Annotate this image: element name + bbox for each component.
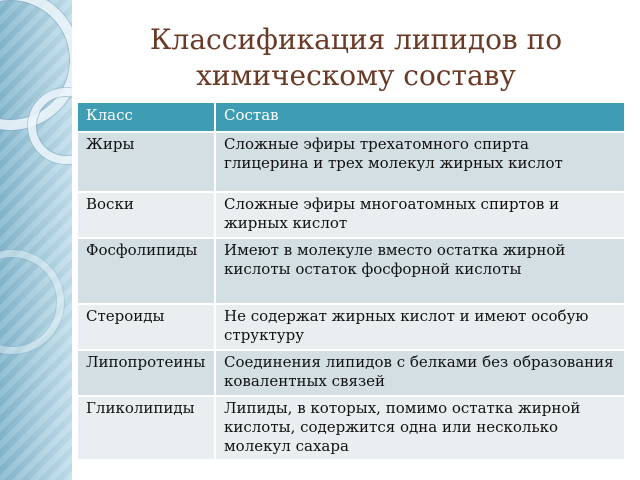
- header-class: Класс: [77, 102, 215, 132]
- class-cell: Фосфолипиды: [77, 238, 215, 304]
- composition-cell: Имеют в молекуле вместо остатка жирной кислоты остаток фосфорной кислоты: [215, 238, 625, 304]
- table-row: [77, 350, 625, 396]
- table-row: [77, 238, 625, 304]
- composition-cell: Сложные эфиры трехатомного спирта глицерина и трех молекул жирных кислот: [215, 132, 625, 192]
- lipid-classification-table: [76, 101, 626, 461]
- table-row: [77, 304, 625, 350]
- table-header-row: [77, 102, 625, 132]
- slide-title: Классификация липидов по химическому составу: [149, 23, 563, 92]
- class-cell: Гликолипиды: [77, 396, 215, 460]
- table-row: [77, 132, 625, 192]
- class-cell: Воски: [77, 192, 215, 238]
- composition-cell: Не содержат жирных кислот и имеют особую структуру: [215, 304, 625, 350]
- class-cell: Липопротеины: [77, 350, 215, 396]
- decorative-side-band: [0, 0, 72, 480]
- table-row: [77, 396, 625, 460]
- class-cell: Жиры: [77, 132, 215, 192]
- header-composition: Состав: [215, 102, 625, 132]
- composition-cell: Соединения липидов с белками без образования ковалентных связей: [215, 350, 625, 396]
- table-row: [77, 192, 625, 238]
- composition-cell: Липиды, в которых, помимо остатка жирной кислоты, содержится одна или несколько молекул сахара: [215, 396, 625, 460]
- class-cell: Стероиды: [77, 304, 215, 350]
- composition-cell: Сложные эфиры многоатомных спиртов и жирных кислот: [215, 192, 625, 238]
